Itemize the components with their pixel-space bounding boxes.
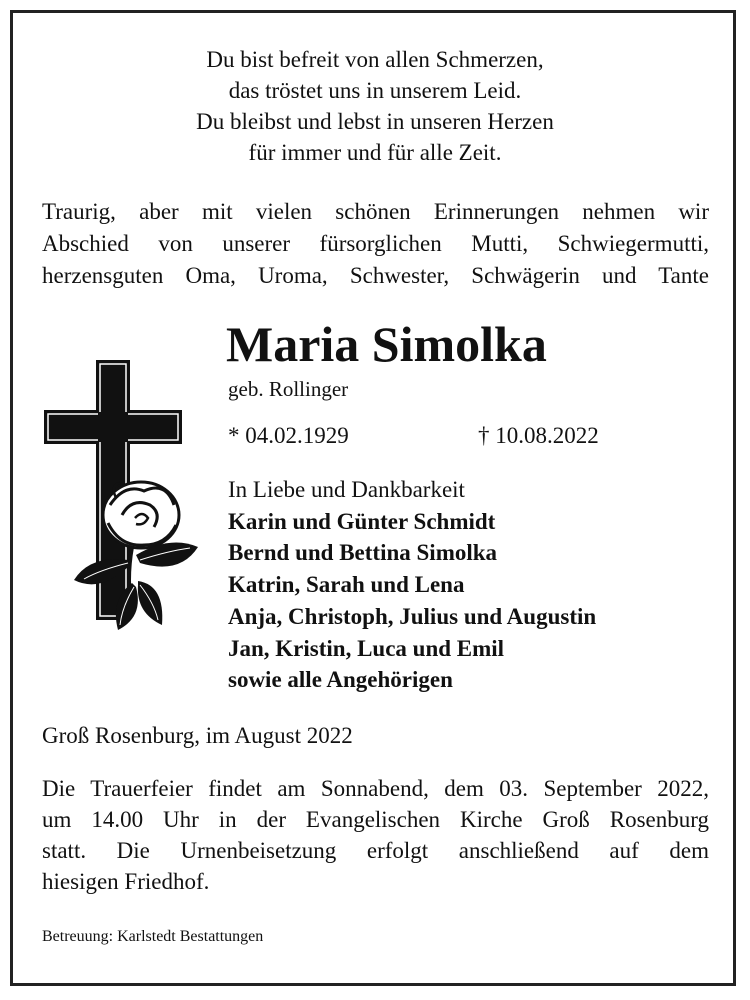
intro-line: herzensguten Oma, Uroma, Schwester, Schwägerin und Tante — [42, 263, 709, 288]
mourner-name: Karin und Günter Schmidt — [228, 508, 496, 534]
maiden-name: geb. Rollinger — [228, 377, 349, 401]
intro-line: Traurig, aber mit vielen schönen Erinnerungen nehmen wir — [42, 199, 709, 224]
poem — [0, 44, 750, 168]
intro-text — [42, 196, 709, 292]
ceremony-line: hiesigen Friedhof. — [42, 869, 210, 894]
mourner-name: Jan, Kristin, Luca und Emil — [228, 635, 505, 661]
mourner-name: Katrin, Sarah und Lena — [228, 572, 465, 598]
poem-line: für immer und für alle Zeit. — [248, 140, 502, 165]
intro-line: Abschied von unserer fürsorglichen Mutti, Schwiegermutti, — [42, 231, 709, 256]
poem-line: Du bleibst und lebst in unseren Herzen — [196, 109, 554, 134]
death-date: † 10.08.2022 — [478, 423, 599, 448]
mourner-name: Anja, Christoph, Julius und Augustin — [228, 603, 597, 629]
mourners-list — [228, 474, 596, 696]
mourner-name: sowie alle Angehörigen — [228, 667, 453, 693]
undertaker-credit: Betreuung: Karlstedt Bestattungen — [42, 928, 264, 945]
mourners-intro: In Liebe und Dankbarkeit — [228, 477, 465, 502]
ceremony-line: statt. Die Urnenbeisetzung erfolgt anschließend auf dem — [42, 838, 709, 863]
deceased-name: Maria Simolka — [226, 316, 547, 372]
ceremony-info — [42, 773, 709, 897]
rose-icon — [74, 482, 198, 630]
place-and-date: Groß Rosenburg, im August 2022 — [42, 723, 353, 748]
birth-date: * 04.02.1929 — [228, 423, 349, 448]
cross-with-rose-icon — [40, 355, 205, 640]
ceremony-line: um 14.00 Uhr in der Evangelischen Kirche Groß Rosenburg — [42, 807, 709, 832]
ceremony-line: Die Trauerfeier findet am Sonnabend, dem 03. September 2022, — [42, 776, 709, 801]
mourner-name: Bernd und Bettina Simolka — [228, 540, 498, 566]
poem-line: das tröstet uns in unserem Leid. — [228, 78, 522, 103]
poem-line: Du bist befreit von allen Schmerzen, — [206, 47, 544, 72]
